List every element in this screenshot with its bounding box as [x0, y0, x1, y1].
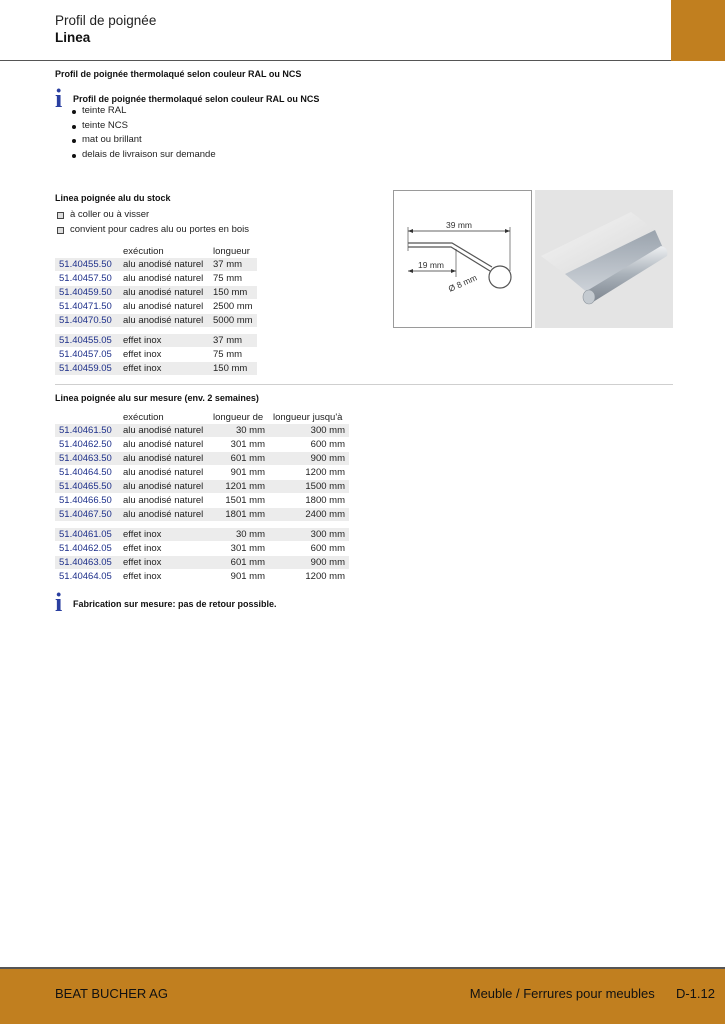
article-code: 51.40459.50 [55, 286, 119, 300]
handle-image-svg [535, 190, 673, 328]
list-item: delais de livraison sur demande [68, 148, 216, 163]
table-row [55, 556, 349, 570]
profile-dimension-drawing [393, 190, 532, 328]
execution-cell: effet inox [119, 556, 209, 570]
table-row [55, 542, 349, 556]
article-code: 51.40457.05 [55, 348, 119, 362]
execution-cell: effet inox [119, 362, 209, 376]
length-from-cell: 1201 mm [209, 480, 269, 494]
table-header-row [55, 244, 257, 258]
execution-cell: alu anodisé naturel [119, 452, 209, 466]
page-subtitle: Linea [55, 30, 91, 45]
length-cell: 150 mm [209, 286, 257, 300]
article-code: 51.40459.05 [55, 362, 119, 376]
length-cell: 150 mm [209, 362, 257, 376]
table-header-row [55, 410, 349, 424]
article-code: 51.40464.50 [55, 466, 119, 480]
table-row [55, 314, 257, 328]
table-row [55, 494, 349, 508]
dim-diameter-label: Ø 8 mm [446, 272, 479, 294]
length-cell: 37 mm [209, 258, 257, 272]
article-code: 51.40466.50 [55, 494, 119, 508]
table-row [55, 300, 257, 314]
length-cell: 5000 mm [209, 314, 257, 328]
length-to-cell: 300 mm [269, 528, 349, 542]
article-code: 51.40455.05 [55, 334, 119, 348]
header-color-tab [671, 0, 725, 61]
execution-cell: effet inox [119, 570, 209, 584]
article-code: 51.40457.50 [55, 272, 119, 286]
article-code: 51.40463.50 [55, 452, 119, 466]
table-row [55, 438, 349, 452]
table-row [55, 528, 349, 542]
table-row [55, 452, 349, 466]
stock-bullet-list [56, 208, 249, 237]
list-item: à coller ou à visser [56, 208, 249, 223]
article-code: 51.40465.50 [55, 480, 119, 494]
intro-heading: Profil de poignée thermolaqué selon couleur RAL ou NCS [55, 69, 302, 79]
page-title: Profil de poignée [55, 13, 157, 28]
header-divider [0, 60, 671, 61]
length-cell: 2500 mm [209, 300, 257, 314]
length-to-cell: 1800 mm [269, 494, 349, 508]
length-from-cell: 301 mm [209, 542, 269, 556]
column-header: longueur jusqu'à [273, 411, 343, 423]
execution-cell: alu anodisé naturel [119, 258, 209, 272]
article-code: 51.40455.50 [55, 258, 119, 272]
article-code: 51.40464.05 [55, 570, 119, 584]
execution-cell: effet inox [119, 334, 209, 348]
info-icon: i [55, 84, 63, 113]
footer-section-page [470, 986, 715, 1001]
table-row [55, 286, 257, 300]
execution-cell: alu anodisé naturel [119, 494, 209, 508]
list-item: teinte RAL [68, 104, 216, 119]
product-photo [535, 190, 673, 328]
table-row [55, 480, 349, 494]
table-row [55, 362, 257, 376]
length-from-cell: 30 mm [209, 528, 269, 542]
length-to-cell: 900 mm [269, 556, 349, 570]
length-to-cell: 2400 mm [269, 508, 349, 522]
length-from-cell: 30 mm [209, 424, 269, 438]
execution-cell: alu anodisé naturel [119, 438, 209, 452]
execution-cell: effet inox [119, 528, 209, 542]
article-code: 51.40462.05 [55, 542, 119, 556]
length-from-cell: 601 mm [209, 452, 269, 466]
stock-table [55, 244, 257, 376]
article-code: 51.40461.05 [55, 528, 119, 542]
column-header: exécution [123, 245, 164, 257]
custom-heading: Linea poignée alu sur mesure (env. 2 semaines) [55, 393, 259, 403]
execution-cell: alu anodisé naturel [119, 466, 209, 480]
stock-heading: Linea poignée alu du stock [55, 193, 171, 203]
execution-cell: alu anodisé naturel [119, 300, 209, 314]
length-from-cell: 1501 mm [209, 494, 269, 508]
length-to-cell: 300 mm [269, 424, 349, 438]
profile-drawing-svg [394, 191, 531, 327]
execution-cell: alu anodisé naturel [119, 314, 209, 328]
length-cell: 75 mm [209, 348, 257, 362]
execution-cell: effet inox [119, 348, 209, 362]
column-header: longueur [213, 245, 250, 257]
table-row [55, 334, 257, 348]
length-from-cell: 1801 mm [209, 508, 269, 522]
execution-cell: alu anodisé naturel [119, 424, 209, 438]
execution-cell: alu anodisé naturel [119, 480, 209, 494]
length-to-cell: 600 mm [269, 438, 349, 452]
profile-round-edge [489, 266, 511, 288]
footer-section: Meuble / Ferrures pour meubles [469, 986, 655, 1001]
table-row [55, 508, 349, 522]
execution-cell: effet inox [119, 542, 209, 556]
list-item: mat ou brillant [68, 133, 216, 148]
length-to-cell: 600 mm [269, 542, 349, 556]
table-row [55, 466, 349, 480]
article-code: 51.40462.50 [55, 438, 119, 452]
article-code: 51.40470.50 [55, 314, 119, 328]
footer-company: BEAT BUCHER AG [55, 986, 168, 1001]
length-to-cell: 1500 mm [269, 480, 349, 494]
length-cell: 75 mm [209, 272, 257, 286]
length-to-cell: 1200 mm [269, 466, 349, 480]
list-item: teinte NCS [68, 119, 216, 134]
custom-note: Fabrication sur mesure: pas de retour possible. [73, 599, 277, 609]
article-code: 51.40463.05 [55, 556, 119, 570]
length-cell: 37 mm [209, 334, 257, 348]
table-row [55, 272, 257, 286]
length-from-cell: 601 mm [209, 556, 269, 570]
table-row [55, 348, 257, 362]
article-code: 51.40467.50 [55, 508, 119, 522]
table-row [55, 570, 349, 584]
intro-bullet-list [68, 104, 216, 162]
table-row [55, 258, 257, 272]
length-to-cell: 900 mm [269, 452, 349, 466]
info-icon: i [55, 588, 63, 617]
article-code: 51.40461.50 [55, 424, 119, 438]
section-divider [55, 384, 673, 385]
article-code: 51.40471.50 [55, 300, 119, 314]
intro-info-heading: Profil de poignée thermolaqué selon couleur RAL ou NCS [73, 94, 320, 104]
table-row [55, 424, 349, 438]
dim-inner-label: 19 mm [418, 260, 444, 270]
execution-cell: alu anodisé naturel [119, 286, 209, 300]
custom-table [55, 410, 349, 584]
column-header: longueur de [213, 411, 264, 423]
dim-width-label: 39 mm [446, 220, 472, 230]
execution-cell: alu anodisé naturel [119, 508, 209, 522]
column-header: exécution [123, 411, 164, 423]
length-from-cell: 901 mm [209, 570, 269, 584]
execution-cell: alu anodisé naturel [119, 272, 209, 286]
list-item: convient pour cadres alu ou portes en bois [56, 223, 249, 238]
length-to-cell: 1200 mm [269, 570, 349, 584]
length-from-cell: 301 mm [209, 438, 269, 452]
length-from-cell: 901 mm [209, 466, 269, 480]
footer-page-number: D-1.12 [675, 986, 715, 1001]
